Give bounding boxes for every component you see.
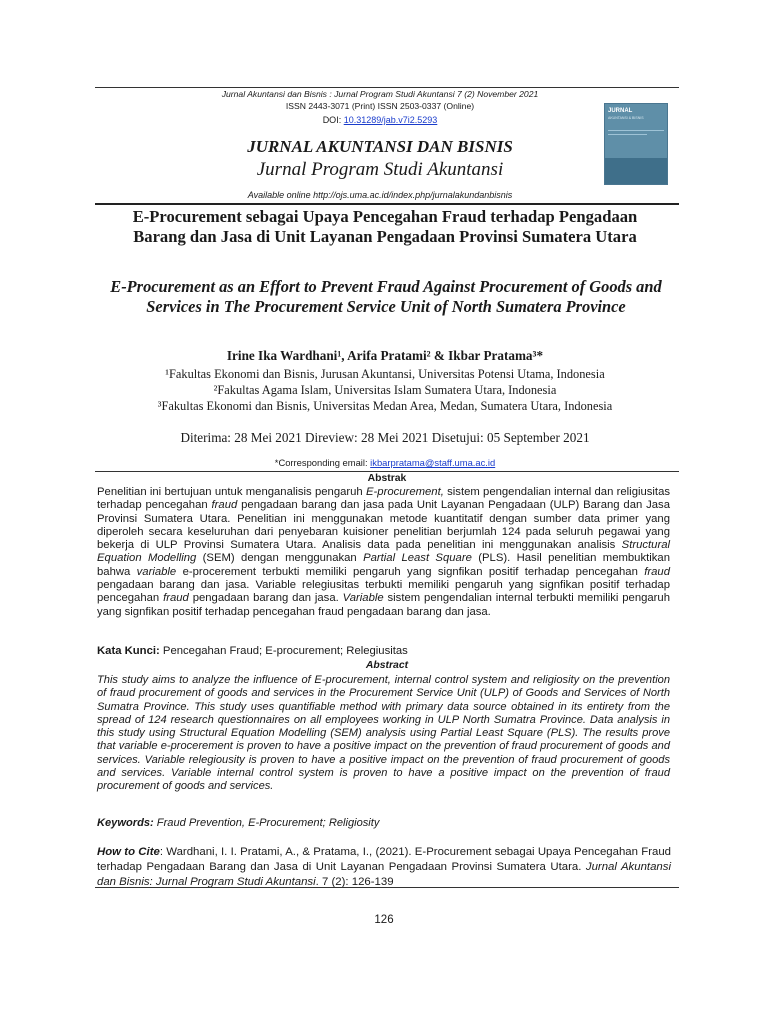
header-rule <box>95 203 679 205</box>
keywords <box>97 817 670 830</box>
cover-subtitle: AKUNTANSI & BISNIS <box>608 116 644 120</box>
footer-rule <box>95 887 679 888</box>
authors: Irine Ika Wardhani¹, Arifa Pratami² & Ikbar Pratama³* <box>226 348 544 363</box>
doi-link[interactable]: 10.31289/jab.v7i2.5293 <box>343 115 438 125</box>
article-title-id: E-Procurement sebagai Upaya Pencegahan Fraud terhadap Pengadaan Barang dan Jasa di Unit Layanan Pengadaan Provinsi Sumatera Utara <box>132 207 638 246</box>
keywords-label: Keywords: <box>97 817 154 829</box>
kata-kunci <box>97 645 670 658</box>
article-dates: Diterima: 28 Mei 2021 Direview: 28 Mei 2021 Disetujui: 05 September 2021 <box>180 430 590 445</box>
issn-line: ISSN 2443-3071 (Print) ISSN 2503-0337 (Online) <box>285 101 475 111</box>
affiliation-1: ¹Fakultas Ekonomi dan Bisnis, Jurusan Akuntansi, Universitas Potensi Utama, Indonesia <box>165 367 605 381</box>
kata-kunci-label: Kata Kunci: <box>97 645 160 657</box>
cite-journal: Jurnal Akuntansi dan Bisnis: Jurnal Program Studi Akuntansi <box>97 861 671 888</box>
doi-label: DOI: <box>322 115 344 125</box>
cover-title: JURNAL <box>608 108 633 114</box>
corresponding-email-link[interactable]: ikbarpratama@staff.uma.ac.id <box>370 457 496 468</box>
journal-line: Jurnal Akuntansi dan Bisnis : Jurnal Program Studi Akuntansi 7 (2) November 2021 <box>221 89 539 99</box>
corresponding-label: *Corresponding email: <box>274 457 371 468</box>
article-title-en: E-Procurement as an Effort to Prevent Fraud Against Procurement of Goods and Services in The Procurement Service Unit of North Sumatera Province <box>110 277 662 316</box>
journal-subtitle: Jurnal Program Studi Akuntansi <box>256 159 504 180</box>
journal-title: JURNAL AKUNTANSI DAN BISNIS <box>247 137 513 156</box>
abstrak-text: Penelitian ini bertujuan untuk menganalisis pengaruh E-procurement, sistem pengendalian internal dan religiusitas terhadap pencegahan fraud pengadaan barang dan jasa pada Unit Layanan Pengadaan (ULP) Barang dan Jasa Provinsi Sumatera Utara. Penelitian ini menggunakan metode kuantitatif dengan sumber data primer yang diperoleh secara keseluruhan dari penyebaran kuisioner penelitian berjumlah 124 pada seluruh pegawai yang bekerja di ULP Provinsi Sumatera Utara. Analisis data pada penelitian ini menggunakan analisis Structural Equation Modelling (SEM) dengan menggunakan Partial Least Square (PLS). Hasil penelitian membuktikan bahwa variable e-procerement terbukti memiliki pengaruh yang signfikan positif terhadap pencegahan fraud pengadaan barang dan jasa. Variable relegiusitas terbukti memiliki pengaruh yang signfikan positif terhadap pencegahan fraud pengadaan barang dan jasa. Variable sistem pengendalian internal terbukti memiliki pengaruh yang signfikan positif terhadap pencegahan fraud pengadaan barang dan jasa. <box>97 486 670 618</box>
affiliation-2: ²Fakultas Agama Islam, Universitas Islam Sumatera Utara, Indonesia <box>213 383 557 397</box>
affiliation-3: ³Fakultas Ekonomi dan Bisnis, Universitas Medan Area, Medan, Sumatera Utara, Indonesia <box>157 399 613 413</box>
abstrak-heading: Abstrak <box>367 473 407 484</box>
how-to-cite: How to Cite: Wardhani, I. I. Pratami, A., & Pratama, I., (2021). E-Procurement sebagai Upaya Pencegahan Fraud terhadap Pengadaan Barang dan Jasa di Unit Layanan Pengadaan Provinsi Sumatera Utara. Jurnal Akuntansi dan Bisnis: Jurnal Program Studi Akuntansi. 7 (2): 126-139 <box>97 846 671 888</box>
page-number: 126 <box>374 914 394 926</box>
top-rule <box>95 87 679 88</box>
kata-kunci-values: Pencegahan Fraud; E-procurement; Relegiusitas <box>159 645 408 657</box>
journal-cover-image <box>604 103 668 185</box>
available-online: Available online http://ojs.uma.ac.id/index.php/jurnalakundanbisnis <box>247 190 513 200</box>
doi-line <box>150 114 610 126</box>
keywords-values: Fraud Prevention, E-Procurement; Religiosity <box>153 817 380 829</box>
abstract-heading: Abstract <box>365 660 409 671</box>
corresponding-email-line <box>150 457 620 469</box>
how-to-cite-label: How to Cite <box>97 846 160 858</box>
abstract-text: This study aims to analyze the influence of E-procurement, internal control system and religiosity on the prevention of fraud procurement of goods and services in the Procurement Service Unit (ULP) of Goods and Services of North Sumatra Province. This study uses quantifiable method with primary data source obtained in its entirety from the spread of 124 research questionnaires on all employees working in ULP North Sumatra Province. Data analysis in this study using Structural Equation Modelling (SEM) analysis using Partial Least Square (PLS). The results prove that variable e-procerement is proven to have a positive impact on the prevention of fraud procurement of goods and services. Variable relegiousity is proven to have a positive impact on the prevention of fraud procurement of goods and services. Variable internal control system is proven to have a positive impact on the prevention of fraud procurement of goods and services. <box>97 674 670 793</box>
